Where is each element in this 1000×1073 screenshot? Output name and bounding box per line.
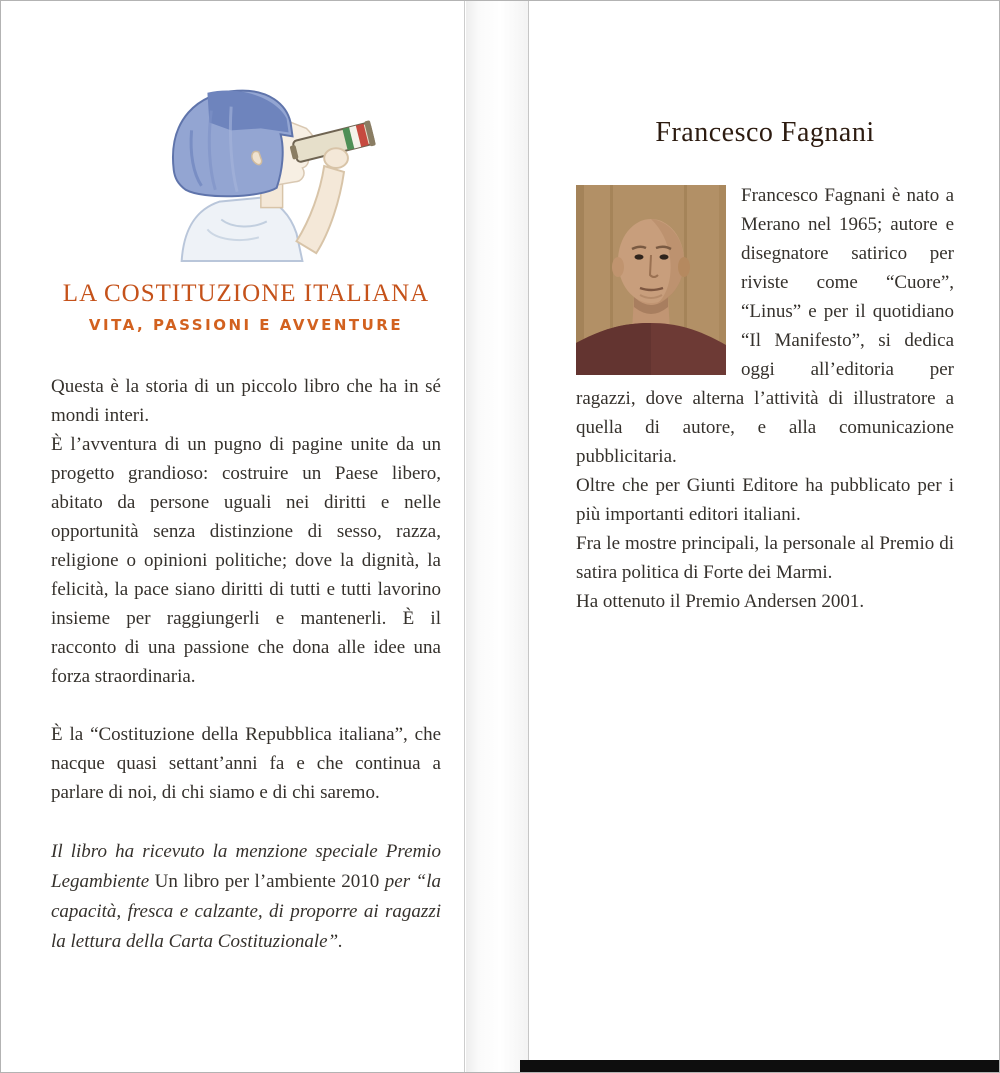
right-flap (530, 1, 1000, 1072)
author-name: Francesco Fagnani (655, 117, 875, 148)
award-note (51, 837, 441, 957)
author-bio (576, 181, 954, 616)
bottom-black-bar (520, 1060, 1000, 1072)
bio-paragraph-3: Fra le mostre principali, la personale al Premio di satira politica di Forte dei Marmi. (576, 533, 954, 583)
author-portrait-photo (576, 185, 726, 375)
blurb-paragraph-3: È la “Costituzione della Repubblica italiana”, che nacque quasi settant’anni fa e che continua a parlare di noi, di chi siamo e di chi saremo. (51, 724, 441, 803)
book-subtitle: VITA, PASSIONI E AVVENTURE (88, 316, 404, 334)
blurb-paragraph-1: Questa è la storia di un piccolo libro che ha in sé mondi interi. (51, 376, 441, 426)
left-flap-content (51, 1, 441, 957)
award-note-italic-tail: per “la capacità, fresca e calzante, di proporre ai ragazzi la lettura della Carta Costituzionale”. (51, 871, 441, 952)
award-note-italic-lead: Il libro ha ricevuto la menzione speciale Premio Legambiente (51, 841, 441, 892)
right-flap-content (576, 1, 954, 616)
left-flap (1, 1, 465, 1072)
bio-paragraph-2: Oltre che per Giunti Editore ha pubblicato per i più importanti editori italiani. (576, 475, 954, 525)
child-with-spyglass-illustration (51, 71, 441, 264)
bio-paragraph-4: Ha ottenuto il Premio Andersen 2001. (576, 591, 865, 612)
book-title: LA COSTITUZIONE ITALIANA (62, 280, 430, 307)
award-note-prize-title: Un libro per l’ambiente 2010 (154, 871, 380, 892)
blurb-paragraph-2: È l’avventura di un pugno di pagine unite da un progetto grandioso: costruire un Paese libero, abitato da persone uguali nei diritti e nelle opportunità senza distinzione di sesso, razza, religione o opinioni politiche; dove la dignità, la felicità, la pace siano diritti di tutti e tutti lavorino insieme per raggiungerli e mantenerli. È il racconto di una passione che dona alle idee una forza straordinaria. (51, 434, 441, 687)
spine-fold (466, 1, 529, 1072)
bio-paragraph-1: Francesco Fagnani è nato a Merano nel 1965; autore e disegnatore satirico per riviste come “Cuore”, “Linus” e per il quotidiano “Il Manifesto”, si dedica oggi all’editoria per ragazzi, dove alterna l’attività di illustratore a quella di autore, e alla comunicazione pubblicitaria. (576, 185, 954, 467)
